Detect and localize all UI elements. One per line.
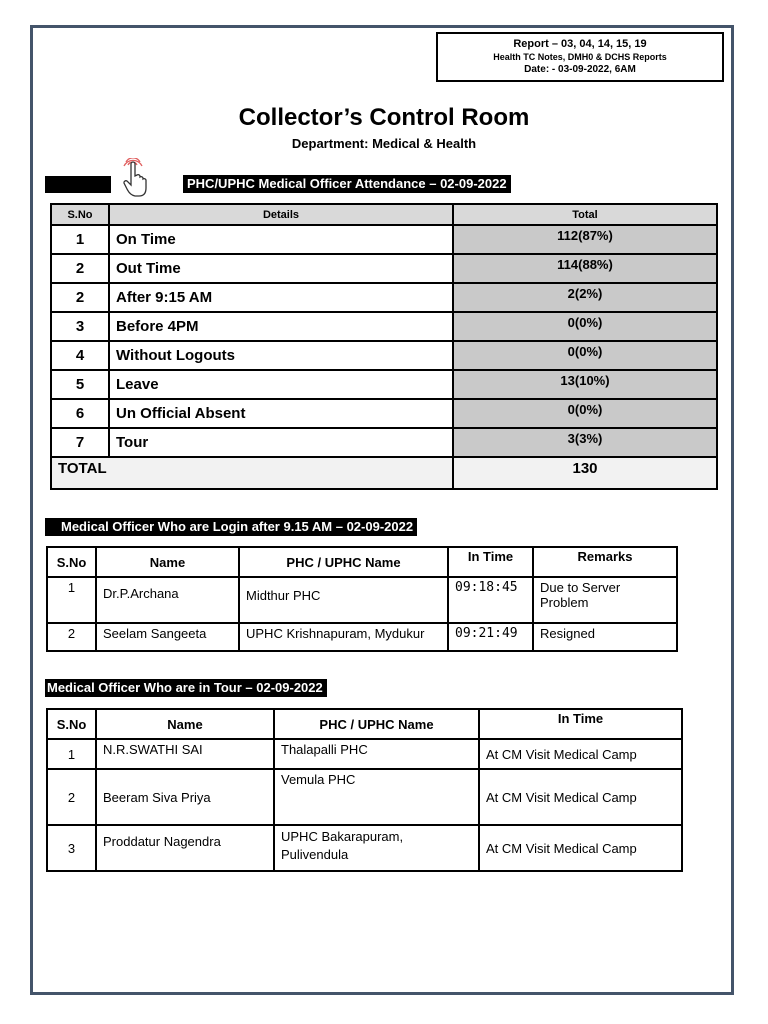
table-row (47, 577, 677, 623)
col-phc: PHC / UPHC Name (239, 547, 448, 577)
total-cell: 114(88%) (453, 254, 717, 283)
table-row (47, 769, 682, 825)
late-login-table (46, 546, 678, 652)
col-in-time: In Time (448, 547, 533, 577)
sno-cell: 1 (47, 739, 96, 769)
table-row (47, 739, 682, 769)
table-row (51, 254, 717, 283)
total-cell: 0(0%) (453, 399, 717, 428)
details-cell: Tour (109, 428, 453, 457)
details-cell: Un Official Absent (109, 399, 453, 428)
details-cell: Leave (109, 370, 453, 399)
phc-cell: Thalapalli PHC (274, 739, 479, 769)
in-time-cell: 09:18:45 (448, 577, 533, 623)
table-row (51, 312, 717, 341)
sno-cell: 1 (47, 577, 96, 623)
col-name: Name (96, 709, 274, 739)
col-sno: S.No (47, 547, 96, 577)
sno-cell: 2 (51, 254, 109, 283)
sno-cell: 3 (51, 312, 109, 341)
table-row (51, 225, 717, 254)
attendance-table (50, 203, 718, 490)
col-sno: S.No (47, 709, 96, 739)
details-cell: Without Logouts (109, 341, 453, 370)
table-row (47, 623, 677, 651)
name-cell: N.R.SWATHI SAI (96, 739, 274, 769)
table-row (51, 341, 717, 370)
phc-cell: UPHC Krishnapuram, Mydukur (239, 623, 448, 651)
total-cell: 13(10%) (453, 370, 717, 399)
in-time-cell: At CM Visit Medical Camp (479, 825, 682, 871)
report-sources: Health TC Notes, DMH0 & DCHS Reports (493, 52, 667, 62)
sno-cell: 3 (47, 825, 96, 871)
sno-cell: 2 (47, 769, 96, 825)
phc-cell: Midthur PHC (239, 577, 448, 623)
page-subtitle: Department: Medical & Health (291, 136, 477, 151)
col-name: Name (96, 547, 239, 577)
total-label: TOTAL (51, 457, 453, 489)
page-title: Collector’s Control Room (238, 104, 530, 131)
name-cell: Beeram Siva Priya (96, 769, 274, 825)
sno-cell: 4 (51, 341, 109, 370)
report-date: Date: - 03-09-2022, 6AM (524, 64, 636, 75)
total-cell: 0(0%) (453, 341, 717, 370)
details-cell: Out Time (109, 254, 453, 283)
report-info-box (436, 32, 724, 82)
fingerprint-touch-icon (118, 158, 154, 198)
name-cell: Proddatur Nagendra (96, 825, 274, 871)
attendance-heading: PHC/UPHC Medical Officer Attendance – 02-09-2022 (183, 175, 511, 193)
sno-cell: 5 (51, 370, 109, 399)
table-row (51, 399, 717, 428)
col-total: Total (453, 204, 717, 225)
tour-table (46, 708, 683, 872)
name-cell: Seelam Sangeeta (96, 623, 239, 651)
phc-cell: Vemula PHC (274, 769, 479, 825)
details-cell: After 9:15 AM (109, 283, 453, 312)
details-cell: On Time (109, 225, 453, 254)
table-row (51, 370, 717, 399)
phc-cell: UPHC Bakarapuram, Pulivendula (274, 825, 479, 871)
col-phc: PHC / UPHC Name (274, 709, 479, 739)
tour-heading: Medical Officer Who are in Tour – 02-09-2022 (45, 679, 327, 697)
in-time-cell: At CM Visit Medical Camp (479, 769, 682, 825)
heading-bar-decoration (45, 176, 111, 193)
total-cell: 2(2%) (453, 283, 717, 312)
sno-cell: 2 (51, 283, 109, 312)
total-cell: 3(3%) (453, 428, 717, 457)
in-time-cell: 09:21:49 (448, 623, 533, 651)
col-sno: S.No (51, 204, 109, 225)
total-cell: 0(0%) (453, 312, 717, 341)
table-row (47, 825, 682, 871)
in-time-cell: At CM Visit Medical Camp (479, 739, 682, 769)
late-login-heading: Medical Officer Who are Login after 9.15 AM – 02-09-2022 (45, 518, 417, 536)
sno-cell: 1 (51, 225, 109, 254)
details-cell: Before 4PM (109, 312, 453, 341)
sno-cell: 6 (51, 399, 109, 428)
name-cell: Dr.P.Archana (96, 577, 239, 623)
report-numbers: Report – 03, 04, 14, 15, 19 (513, 38, 647, 50)
sno-cell: 7 (51, 428, 109, 457)
col-details: Details (109, 204, 453, 225)
table-row (51, 283, 717, 312)
remarks-cell: Resigned (533, 623, 677, 651)
sno-cell: 2 (47, 623, 96, 651)
total-cell: 112(87%) (453, 225, 717, 254)
total-row (51, 457, 717, 489)
col-remarks: Remarks (533, 547, 677, 577)
remarks-cell: Due to Server Problem (533, 577, 677, 623)
table-row (51, 428, 717, 457)
total-value: 130 (453, 457, 717, 489)
col-in-time: In Time (479, 709, 682, 739)
